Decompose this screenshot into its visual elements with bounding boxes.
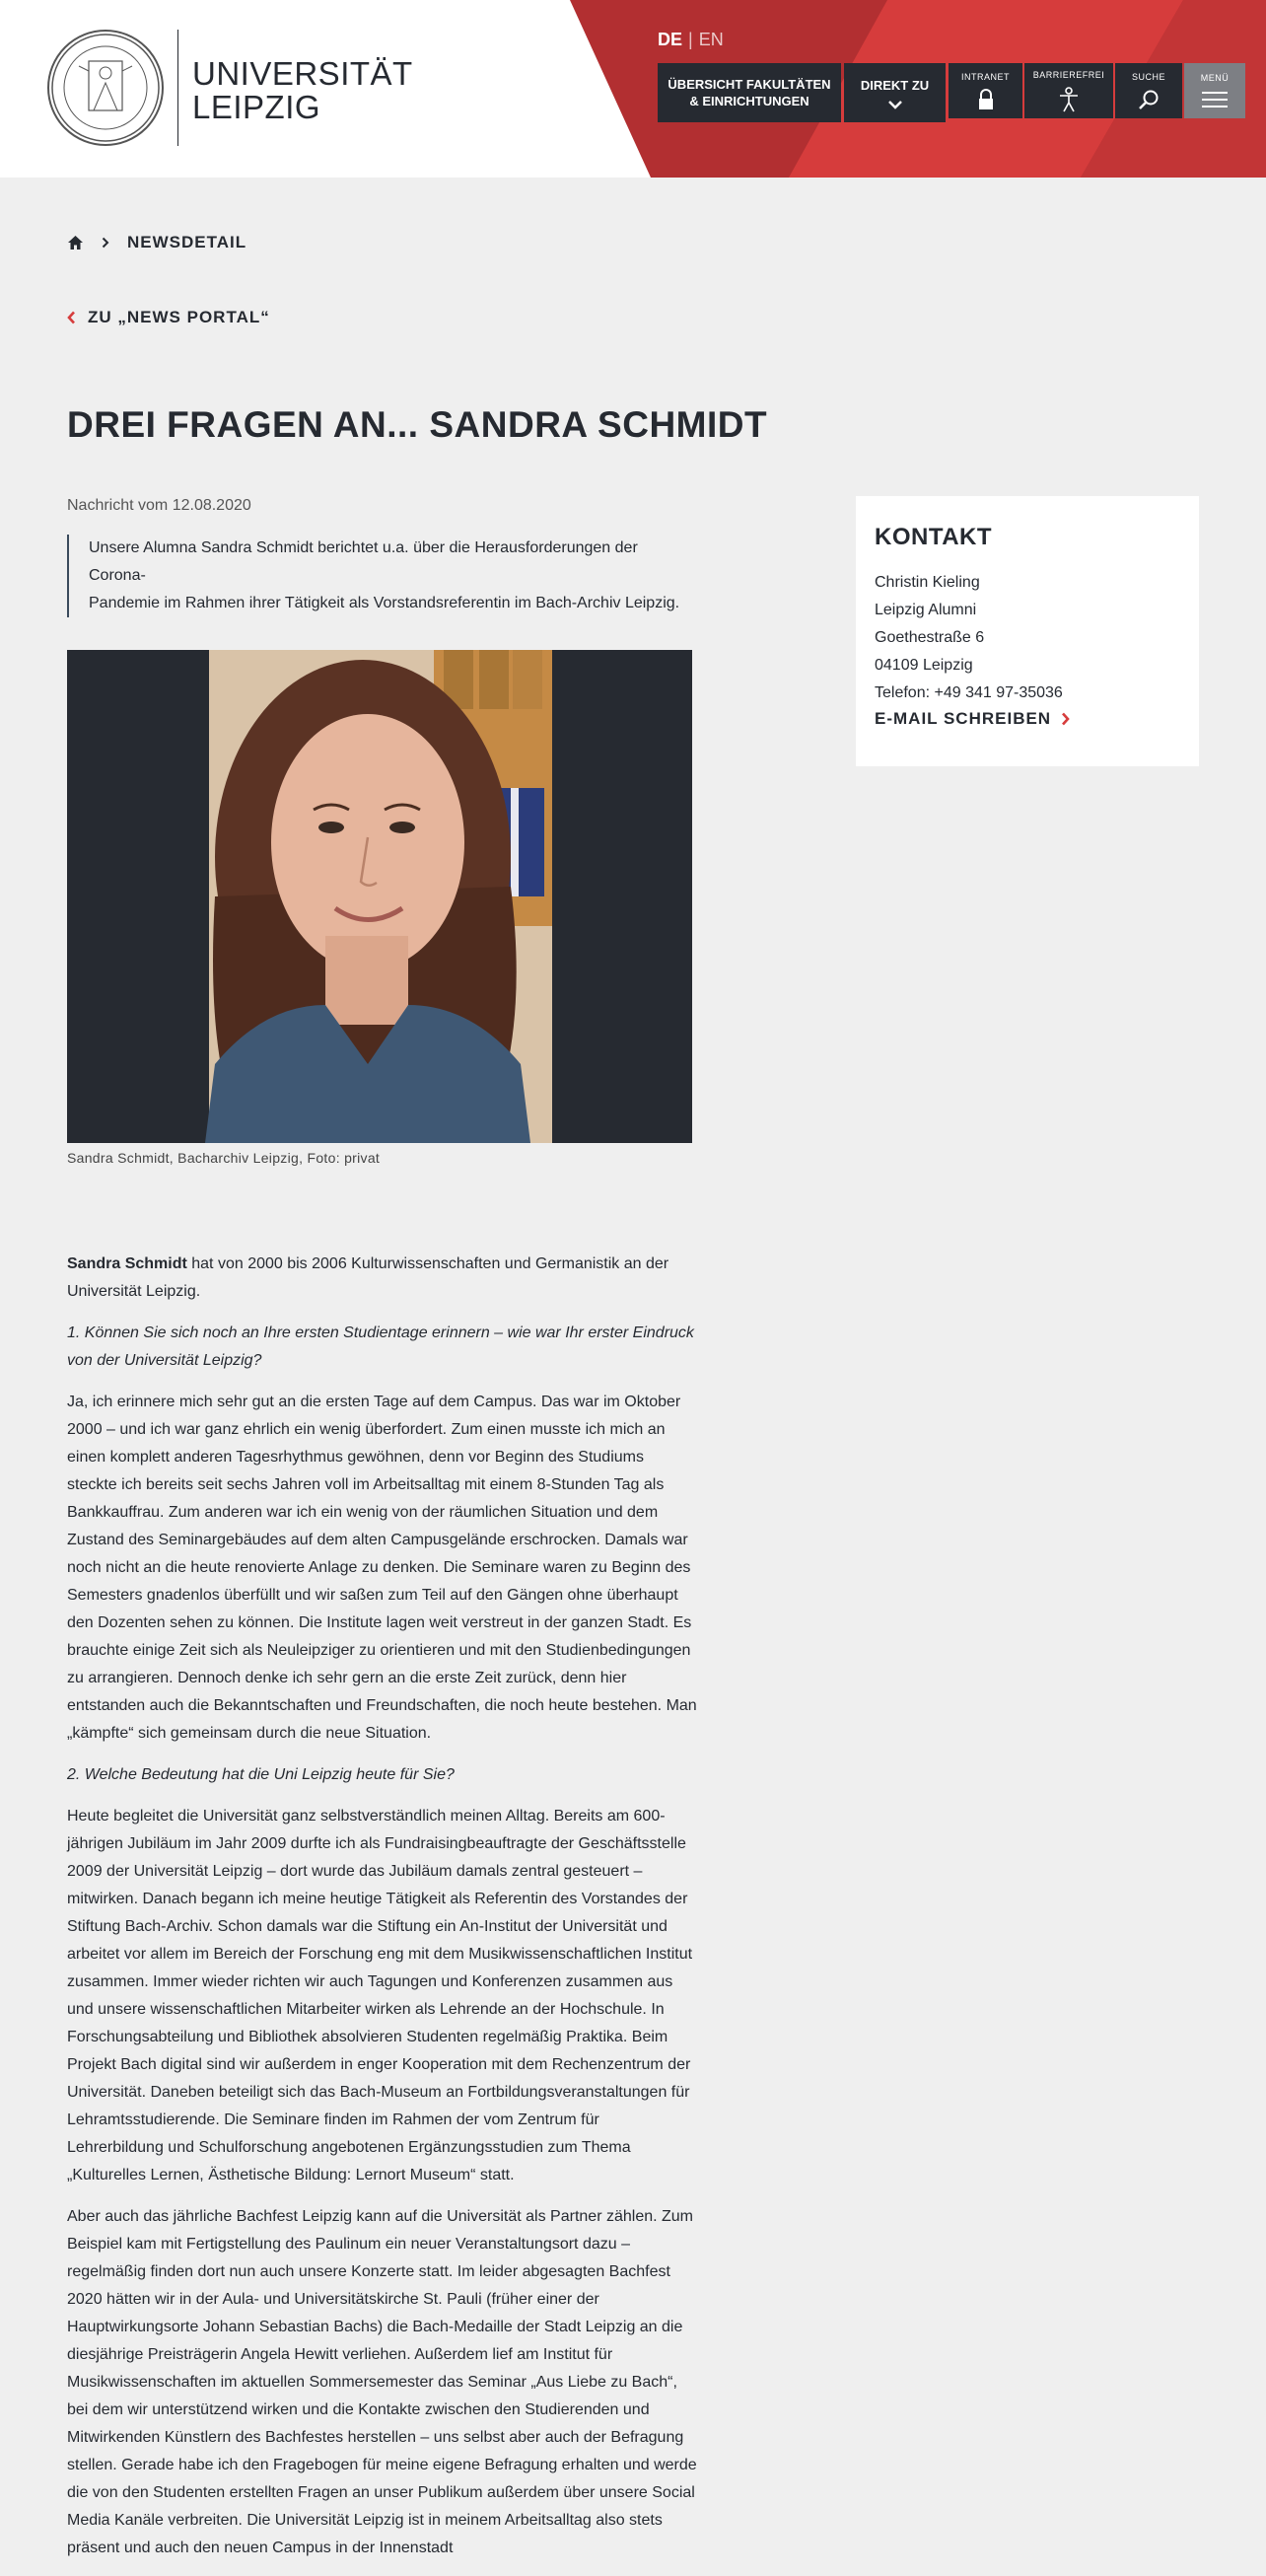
back-link-label: ZU „NEWS PORTAL“: [88, 308, 270, 326]
lang-de[interactable]: DE: [658, 30, 683, 49]
contact-name: Christin Kieling: [875, 574, 980, 591]
search-icon: [1138, 89, 1160, 110]
logo-divider: [177, 30, 178, 146]
lock-icon: [977, 89, 995, 110]
faculties-line2: & EINRICHTUNGEN: [689, 94, 809, 108]
university-seal-logo[interactable]: [47, 30, 164, 146]
contact-street: Goethestraße 6: [875, 629, 985, 646]
menu-label: MENÜ: [1200, 72, 1230, 83]
contact-organisation: Leipzig Alumni: [875, 602, 977, 618]
intro-name: Sandra Schmidt: [67, 1255, 187, 1272]
article-body: [67, 1251, 698, 2576]
accessibility-label: BARRIEREFREI: [1032, 69, 1105, 80]
chevron-right-icon: [1061, 712, 1070, 726]
lang-separator: |: [688, 30, 693, 49]
wordmark-line2: LEIPZIG: [192, 89, 321, 125]
intranet-label: INTRANET: [961, 71, 1010, 82]
breadcrumb: [67, 233, 246, 252]
direct-to-label: DIREKT ZU: [860, 77, 930, 93]
site-header: [0, 0, 1266, 178]
direct-to-button[interactable]: [844, 63, 946, 122]
answer-2: Heute begleitet die Universität ganz selbstverständlich meinen Alltag. Bereits am 600-jährigen Jubiläum im Jahr 2009 durfte ich als Fundraisingbeauftragte der Geschäftsstelle 2009 der Universität Leipzig – dort wurde das Jubiläum damals zentral gesteuert – mitwirken. Danach begann ich meine heutige Tätigkeit als Referentin des Vorstandes der Stiftung Bach-Archiv. Schon damals war die Stiftung ein An-Institut der Universität und arbeitet vor allem im Bereich der Forschung eng mit dem Musikwissenschaftlichen Institut zusammen. Immer wieder richten wir auch Tagungen und Konferenzen zusammen aus und unsere wissenschaftlichen Mitarbeiter wirken als Lehrende an der Hochschule. In Forschungsabteilung und Bibliothek absolvieren Studenten regelmäßig Praktika. Beim Projekt Bach digital sind wir außerdem in enger Kooperation mit dem Rechenzentrum der Universität. Daneben beteiligt sich das Bach-Museum an Fortbildungsveranstaltungen für Lehramtsstudierende. Die Seminare finden im Rahmen der vom Zentrum für Lehrerbildung und Schulforschung angebotenen Ergänzungsstudien zum Thema „Kulturelles Lernen, Ästhetische Bildung: Lernort Museum“ statt.: [67, 1808, 693, 2183]
photo-caption: Sandra Schmidt, Bacharchiv Leipzig, Foto: privat: [67, 1150, 381, 1166]
article-intro: [67, 1251, 698, 1306]
breadcrumb-current: NEWSDETAIL: [127, 233, 247, 251]
answer-2-continued: Aber auch das jährliche Bachfest Leipzig kann auf die Universität als Partner zählen. Zum Beispiel kam mit Fertigstellung des Paulinum ein neuer Veranstaltungsort dazu – regelmäßig finden dort nun auch unsere Konzerte statt. Im leider abgesagten Bachfest 2020 hätten wir in der Aula- und Universitätskirche St. Pauli (früher einer der Hauptwirkungsorte Johann Sebastian Bachs) die Bach-Medaille der Stadt Leipzig an die diesjährige Preisträgerin Angela Hewitt verliehen. Außerdem lief am Institut für Musikwissenschaften im aktuellen Sommersemester das Seminar „Aus Liebe zu Bach“, bei dem wir unterstützend wirken und die Kontakte zwischen den Studierenden und Mitwirkenden Künstlern des Bachfestes herstellen – uns selbst aber auch der Befragung stellen. Gerade habe ich den Fragebogen für meine eigene Befragung erhalten und werde die von den Studenten erstellten Fragen an unser Publikum außerdem über unsere Social Media Kanäle verbreiten. Die Universität Leipzig ist in meinem Arbeitsalltag also stets präsent und auch den neuen Campus in der Innenstadt: [67, 2208, 697, 2556]
search-label: SUCHE: [1131, 71, 1165, 82]
university-wordmark[interactable]: [192, 57, 413, 124]
lead-line2: Pandemie im Rahmen ihrer Tätigkeit als Vorstandsreferentin im Bach-Archiv Leipzig.: [89, 595, 680, 611]
email-link-label: E-MAIL SCHREIBEN: [875, 709, 1052, 728]
page-title: DREI FRAGEN AN... SANDRA SCHMIDT: [67, 404, 768, 445]
accessibility-person-icon: [1058, 87, 1080, 112]
back-to-news-portal-link[interactable]: [67, 308, 270, 327]
language-switcher: [658, 30, 724, 50]
search-button[interactable]: [1115, 63, 1182, 118]
news-date: Nachricht vom 12.08.2020: [67, 497, 251, 514]
intranet-button[interactable]: [949, 63, 1022, 118]
intro-text: hat von 2000 bis 2006 Kulturwissenschaften und Germanistik an der Universität Leipzig.: [67, 1255, 669, 1300]
menu-button[interactable]: [1184, 63, 1245, 118]
question-1: 1. Können Sie sich noch an Ihre ersten Studientage erinnern – wie war Ihr erster Eindruck von der Universität Leipzig?: [67, 1324, 694, 1369]
lang-en[interactable]: EN: [698, 30, 724, 49]
lead-quote: [67, 535, 698, 617]
contact-phone[interactable]: Telefon: +49 341 97-35036: [875, 684, 1063, 701]
chevron-down-icon: [887, 100, 903, 109]
chevron-left-icon: [67, 311, 76, 324]
lead-line1: Unsere Alumna Sandra Schmidt berichtet u.a. über die Herausforderungen der Corona-: [89, 539, 638, 584]
home-icon[interactable]: [67, 235, 84, 250]
hamburger-menu-icon: [1202, 90, 1228, 109]
contact-box: [856, 496, 1199, 766]
portrait-photo: [67, 650, 692, 1143]
accessibility-button[interactable]: [1024, 63, 1113, 118]
faculties-line1: ÜBERSICHT FAKULTÄTEN: [668, 77, 831, 92]
answer-1: Ja, ich erinnere mich sehr gut an die ersten Tage auf dem Campus. Das war im Oktober 2000 – und ich war ganz ehrlich ein wenig überfordert. Zum einen musste ich mich an einen komplett anderen Tagesrhythmus gewöhnen, denn vor Beginn des Studiums steckte ich bereits seit sechs Jahren voll im Arbeitsalltag mit einem 8-Stunden Tag als Bankkauffrau. Zum anderen war ich ein wenig von der räumlichen Situation und dem Zustand des Seminargebäudes auf dem alten Campusgelände erschrocken. Damals war noch nicht an die heute renovierte Anlage zu denken. Die Seminare waren zu Beginn des Semesters gnadenlos überfüllt und wir saßen zum Teil auf den Gängen ohne überhaupt den Dozenten sehen zu können. Die Institute lagen weit verstreut in der ganzen Stadt. Es brauchte einige Zeit sich als Neuleipziger zu orientieren und mit den Studienbedingungen zu arrangieren. Dennoch denke ich sehr gern an die erste Zeit zurück, denn hier entstanden auch die Bekanntschaften und Freundschaften, die noch heute bestehen. Man „kämpfte“ sich gemeinsam durch die neue Situation.: [67, 1394, 697, 1742]
question-2: 2. Welche Bedeutung hat die Uni Leipzig heute für Sie?: [67, 1766, 455, 1783]
faculties-overview-button[interactable]: [658, 63, 841, 122]
wordmark-line1: UNIVERSITÄT: [192, 55, 413, 92]
contact-city: 04109 Leipzig: [875, 657, 973, 674]
contact-heading: KONTAKT: [875, 524, 993, 550]
chevron-right-icon: [102, 237, 109, 249]
email-link[interactable]: [875, 709, 1180, 729]
